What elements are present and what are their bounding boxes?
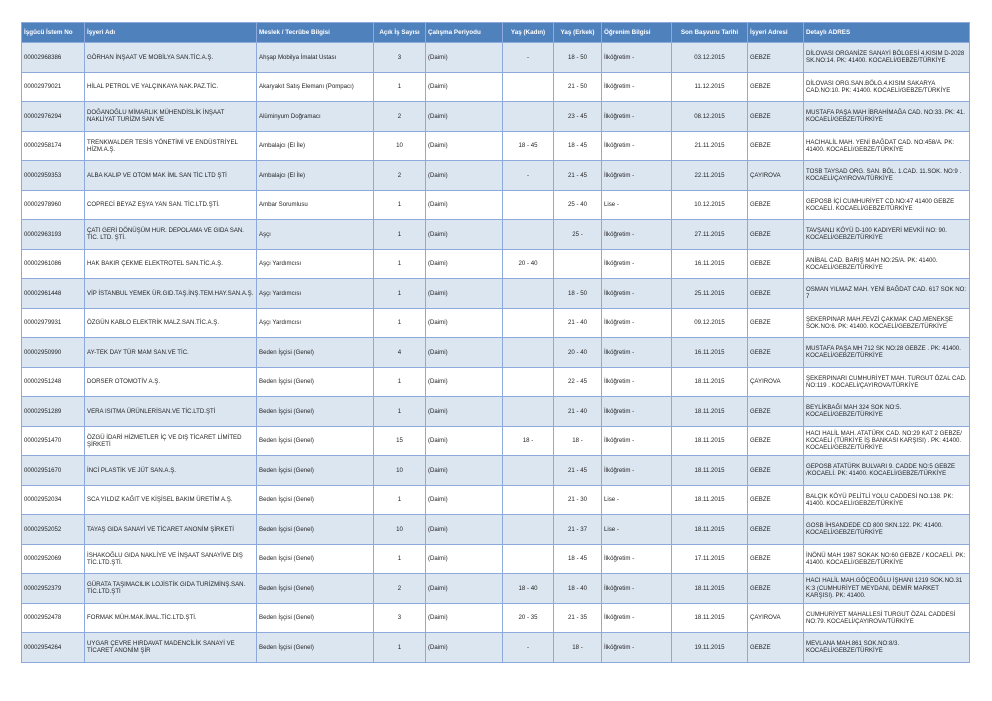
workplace-city-cell: GEBZE (748, 308, 804, 338)
firm-name-cell: HİLAL PETROL VE YALÇINKAYA NAK.PAZ.TİC. (85, 72, 257, 102)
work-period-cell: (Daimi) (426, 308, 503, 338)
deadline-cell: 18.11.2015 (672, 574, 748, 604)
age-male-cell: 18 - (554, 426, 602, 456)
open-positions-cell: 1 (374, 72, 426, 102)
col-header-workplace-city[interactable]: İşyeri Adresi (748, 23, 804, 43)
detailed-address-cell: HACIHALİL MAH. YENİ BAĞDAT CAD. NO:458/A. PK: 41400. KOCAELİ/GEBZE/TÜRKİYE (804, 131, 970, 161)
open-positions-cell: 1 (374, 367, 426, 397)
age-female-cell (503, 72, 554, 102)
request-no-cell: 00002958174 (22, 131, 85, 161)
work-period-cell: (Daimi) (426, 397, 503, 427)
work-period-cell: (Daimi) (426, 249, 503, 279)
table-row[interactable] (22, 131, 970, 161)
header-row (22, 23, 970, 43)
open-positions-cell: 2 (374, 161, 426, 191)
firm-name-cell: İSHAKOĞLU GIDA NAKLİYE VE İNŞAAT SANAYİVE DIŞ TİC.LTD.ŞTİ. (85, 544, 257, 574)
workplace-city-cell: GEBZE (748, 249, 804, 279)
open-positions-cell: 10 (374, 131, 426, 161)
firm-name-cell: TAYAŞ GIDA SANAYİ VE TİCARET ANONİM ŞİRKETİ (85, 515, 257, 545)
deadline-cell: 18.11.2015 (672, 426, 748, 456)
open-positions-cell: 1 (374, 308, 426, 338)
table-row[interactable] (22, 338, 970, 368)
age-male-cell: 18 - (554, 633, 602, 663)
occupation-cell: Beden İşçisi (Genel) (257, 426, 374, 456)
age-female-cell: 20 - 35 (503, 603, 554, 633)
workplace-city-cell: GEBZE (748, 426, 804, 456)
work-period-cell: (Daimi) (426, 72, 503, 102)
workplace-city-cell: ÇAYIROVA (748, 603, 804, 633)
firm-name-cell: GÖRHAN İNŞAAT VE MOBİLYA SAN.TİC.A.Ş. (85, 43, 257, 73)
request-no-cell: 00002979931 (22, 308, 85, 338)
work-period-cell: (Daimi) (426, 456, 503, 486)
request-no-cell: 00002952034 (22, 485, 85, 515)
deadline-cell: 25.11.2015 (672, 279, 748, 309)
work-period-cell: (Daimi) (426, 190, 503, 220)
work-period-cell: (Daimi) (426, 515, 503, 545)
table-row[interactable] (22, 485, 970, 515)
age-female-cell (503, 338, 554, 368)
age-female-cell (503, 397, 554, 427)
education-cell: İlköğretim - (602, 72, 672, 102)
education-cell: İlköğretim - (602, 633, 672, 663)
age-male-cell: 22 - 45 (554, 367, 602, 397)
table-row[interactable] (22, 308, 970, 338)
request-no-cell: 00002954264 (22, 633, 85, 663)
detailed-address-cell: MUSTAFA PAŞA MH 712 SK NO:28 GEBZE . PK: 41400. KOCAELİ/GEBZE/TÜRKİYE (804, 338, 970, 368)
education-cell: İlköğretim - (602, 249, 672, 279)
occupation-cell: Ahşap Mobilya İmalat Ustası (257, 43, 374, 73)
deadline-cell: 21.11.2015 (672, 131, 748, 161)
table-row[interactable] (22, 190, 970, 220)
work-period-cell: (Daimi) (426, 279, 503, 309)
age-female-cell (503, 367, 554, 397)
request-no-cell: 00002968386 (22, 43, 85, 73)
occupation-cell: Aşçı (257, 220, 374, 250)
age-male-cell: 18 - 45 (554, 131, 602, 161)
job-listings-table (21, 22, 970, 663)
work-period-cell: (Daimi) (426, 426, 503, 456)
deadline-cell: 18.11.2015 (672, 515, 748, 545)
table-row[interactable] (22, 367, 970, 397)
request-no-cell: 00002979021 (22, 72, 85, 102)
age-female-cell (503, 308, 554, 338)
table-row[interactable] (22, 603, 970, 633)
occupation-cell: Beden İşçisi (Genel) (257, 485, 374, 515)
age-male-cell: 21 - 50 (554, 72, 602, 102)
deadline-cell: 10.12.2015 (672, 190, 748, 220)
workplace-city-cell: GEBZE (748, 633, 804, 663)
request-no-cell: 00002951670 (22, 456, 85, 486)
deadline-cell: 16.11.2015 (672, 338, 748, 368)
education-cell: Lise - (602, 485, 672, 515)
open-positions-cell: 1 (374, 485, 426, 515)
deadline-cell: 09.12.2015 (672, 308, 748, 338)
occupation-cell: Aşçı Yardımcısı (257, 279, 374, 309)
detailed-address-cell: HACI HALİL MAH. ATATÜRK CAD. NO:29 KAT 2 GEBZE/ KOCAELİ (TÜRKİYE İŞ BANKASI KARŞISI) . PK: 41400. KOCAELİ/GEBZE/TÜRKİYE (804, 426, 970, 456)
open-positions-cell: 2 (374, 102, 426, 132)
work-period-cell: (Daimi) (426, 102, 503, 132)
age-male-cell: 25 - (554, 220, 602, 250)
col-header-age-female[interactable]: Yaş (Kadın) (503, 23, 554, 43)
workplace-city-cell: ÇAYIROVA (748, 367, 804, 397)
work-period-cell: (Daimi) (426, 574, 503, 604)
firm-name-cell: DORSER OTOMOTİV A.Ş. (85, 367, 257, 397)
education-cell: İlköğretim - (602, 426, 672, 456)
detailed-address-cell: TAVŞANLI KÖYÜ D-100 KADIYERİ MEVKİİ NO: 90. KOCAELİ/GEBZE/TÜRKİYE (804, 220, 970, 250)
work-period-cell: (Daimi) (426, 633, 503, 663)
workplace-city-cell: GEBZE (748, 190, 804, 220)
education-cell: İlköğretim - (602, 397, 672, 427)
detailed-address-cell: GOSB İHSANDEDE CD 800 SKN.122. PK: 41400. KOCAELİ/GEBZE/TÜRKİYE (804, 515, 970, 545)
request-no-cell: 00002963193 (22, 220, 85, 250)
occupation-cell: Aşçı Yardımcısı (257, 249, 374, 279)
table-row[interactable] (22, 397, 970, 427)
occupation-cell: Beden İşçisi (Genel) (257, 633, 374, 663)
request-no-cell: 00002978960 (22, 190, 85, 220)
col-header-work-period[interactable]: Çalışma Periyodu (426, 23, 503, 43)
deadline-cell: 18.11.2015 (672, 456, 748, 486)
deadline-cell: 03.12.2015 (672, 43, 748, 73)
education-cell: İlköğretim - (602, 279, 672, 309)
age-female-cell (503, 102, 554, 132)
work-period-cell: (Daimi) (426, 220, 503, 250)
col-header-open-positions[interactable]: Açık İş Sayısı (374, 23, 426, 43)
request-no-cell: 00002961448 (22, 279, 85, 309)
workplace-city-cell: GEBZE (748, 43, 804, 73)
table-row[interactable] (22, 220, 970, 250)
workplace-city-cell: GEBZE (748, 131, 804, 161)
occupation-cell: Akaryakıt Satış Elemanı (Pompacı) (257, 72, 374, 102)
work-period-cell: (Daimi) (426, 603, 503, 633)
age-male-cell: 23 - 45 (554, 102, 602, 132)
education-cell: Lise - (602, 515, 672, 545)
age-female-cell (503, 544, 554, 574)
workplace-city-cell: GEBZE (748, 338, 804, 368)
request-no-cell: 00002961086 (22, 249, 85, 279)
age-male-cell (554, 249, 602, 279)
workplace-city-cell: GEBZE (748, 220, 804, 250)
occupation-cell: Beden İşçisi (Genel) (257, 456, 374, 486)
request-no-cell: 00002952069 (22, 544, 85, 574)
occupation-cell: Ambalajcı (El İle) (257, 161, 374, 191)
detailed-address-cell: İNÖNÜ MAH 1987 SOKAK NO:60 GEBZE / KOCAELİ. PK: 41400. KOCAELİ/GEBZE/TÜRKİYE (804, 544, 970, 574)
table-row[interactable] (22, 456, 970, 486)
age-female-cell (503, 456, 554, 486)
age-male-cell: 18 - 40 (554, 574, 602, 604)
workplace-city-cell: GEBZE (748, 515, 804, 545)
request-no-cell: 00002950990 (22, 338, 85, 368)
table-row[interactable] (22, 544, 970, 574)
open-positions-cell: 15 (374, 426, 426, 456)
firm-name-cell: UYGAR ÇEVRE HIRDAVAT MADENCİLİK SANAYİ VE TİCARET ANONİM ŞİR (85, 633, 257, 663)
age-male-cell: 18 - 50 (554, 279, 602, 309)
detailed-address-cell: GEPOSB İÇİ CUMHURİYET CD.NO:47 41400 GEBZE KOCAELİ. KOCAELİ/GEBZE/TÜRKİYE (804, 190, 970, 220)
age-male-cell: 21 - 40 (554, 397, 602, 427)
education-cell: İlköğretim - (602, 456, 672, 486)
age-female-cell (503, 279, 554, 309)
open-positions-cell: 1 (374, 633, 426, 663)
detailed-address-cell: DİLOVASI ORG.SAN.BÖLG.4.KISIM SAKARYA CAD.NO:10. PK: 41400. KOCAELİ/GEBZE/TÜRKİYE (804, 72, 970, 102)
col-header-detailed-address[interactable]: Detaylı ADRES (804, 23, 970, 43)
table-row[interactable] (22, 72, 970, 102)
work-period-cell: (Daimi) (426, 367, 503, 397)
table-row[interactable] (22, 633, 970, 663)
age-female-cell: 18 - 45 (503, 131, 554, 161)
education-cell: İlköğretim - (602, 574, 672, 604)
work-period-cell: (Daimi) (426, 338, 503, 368)
deadline-cell: 18.11.2015 (672, 367, 748, 397)
occupation-cell: Beden İşçisi (Genel) (257, 515, 374, 545)
table-row[interactable] (22, 574, 970, 604)
age-female-cell: - (503, 633, 554, 663)
detailed-address-cell: GEPOSB ATATÜRK BULVARI 9. CADDE NO:5 GEBZE /KOCAELİ. PK: 41400. KOCAELİ/GEBZE/TÜRKİYE (804, 456, 970, 486)
open-positions-cell: 1 (374, 279, 426, 309)
deadline-cell: 22.11.2015 (672, 161, 748, 191)
deadline-cell: 18.11.2015 (672, 603, 748, 633)
education-cell: Lise - (602, 190, 672, 220)
education-cell: İlköğretim - (602, 161, 672, 191)
open-positions-cell: 10 (374, 456, 426, 486)
occupation-cell: Ambar Sorumlusu (257, 190, 374, 220)
workplace-city-cell: GEBZE (748, 485, 804, 515)
table-row[interactable] (22, 161, 970, 191)
occupation-cell: Beden İşçisi (Genel) (257, 367, 374, 397)
open-positions-cell: 1 (374, 190, 426, 220)
age-female-cell: - (503, 43, 554, 73)
deadline-cell: 27.11.2015 (672, 220, 748, 250)
occupation-cell: Beden İşçisi (Genel) (257, 574, 374, 604)
age-female-cell: 18 - (503, 426, 554, 456)
table-row[interactable] (22, 102, 970, 132)
table-row[interactable] (22, 426, 970, 456)
age-male-cell: 20 - 40 (554, 338, 602, 368)
age-male-cell: 21 - 30 (554, 485, 602, 515)
table-row[interactable] (22, 43, 970, 73)
detailed-address-cell: ŞEKERPINAR MAH.FEVZİ ÇAKMAK CAD.MENEKŞE SOK.NO:6. PK: 41400. KOCAELİ/GEBZE/TÜRKİYE (804, 308, 970, 338)
occupation-cell: Aşçı Yardımcısı (257, 308, 374, 338)
occupation-cell: Beden İşçisi (Genel) (257, 603, 374, 633)
open-positions-cell: 1 (374, 249, 426, 279)
firm-name-cell: ALBA KALIP VE OTOM MAK İML SAN TİC LTD ŞTİ (85, 161, 257, 191)
age-female-cell (503, 190, 554, 220)
request-no-cell: 00002952052 (22, 515, 85, 545)
col-header-age-male[interactable]: Yaş (Erkek) (554, 23, 602, 43)
col-header-education[interactable]: Öğrenim Bilgisi (602, 23, 672, 43)
deadline-cell: 11.12.2015 (672, 72, 748, 102)
request-no-cell: 00002976294 (22, 102, 85, 132)
detailed-address-cell: TOSB TAYSAD ORG. SAN. BÖL. 1.CAD. 11.SOK. NO:9 . KOCAELİ/ÇAYIROVA/TÜRKİYE (804, 161, 970, 191)
deadline-cell: 19.11.2015 (672, 633, 748, 663)
education-cell: İlköğretim - (602, 43, 672, 73)
age-female-cell: 18 - 40 (503, 574, 554, 604)
deadline-cell: 17.11.2015 (672, 544, 748, 574)
workplace-city-cell: GEBZE (748, 279, 804, 309)
request-no-cell: 00002959353 (22, 161, 85, 191)
occupation-cell: Beden İşçisi (Genel) (257, 338, 374, 368)
detailed-address-cell: MEVLANA MAH.861 SOK.NO:8/3. KOCAELİ/GEBZE/TÜRKİYE (804, 633, 970, 663)
deadline-cell: 18.11.2015 (672, 485, 748, 515)
education-cell: İlköğretim - (602, 603, 672, 633)
occupation-cell: Beden İşçisi (Genel) (257, 397, 374, 427)
work-period-cell: (Daimi) (426, 43, 503, 73)
education-cell: İlköğretim - (602, 220, 672, 250)
col-header-request-no[interactable]: İşgücü İstem No (22, 23, 85, 43)
table-row[interactable] (22, 249, 970, 279)
workplace-city-cell: GEBZE (748, 574, 804, 604)
firm-name-cell: HAK BAKIR ÇEKME ELEKTROTEL SAN.TİC.A.Ş. (85, 249, 257, 279)
firm-name-cell: İNCİ PLASTİK VE JÜT SAN.A.Ş. (85, 456, 257, 486)
col-header-deadline[interactable]: Son Başvuru Tarihi (672, 23, 748, 43)
age-male-cell: 21 - 40 (554, 308, 602, 338)
age-male-cell: 21 - 45 (554, 456, 602, 486)
detailed-address-cell: ŞEKERPINARI CUMHURİYET MAH. TURGUT ÖZAL CAD. NO:119 . KOCAELİ/ÇAYIROVA/TÜRKİYE (804, 367, 970, 397)
firm-name-cell: ÖZGÜN KABLO ELEKTRİK MALZ.SAN.TİC.A.Ş. (85, 308, 257, 338)
open-positions-cell: 4 (374, 338, 426, 368)
firm-name-cell: ÇATI GERİ DÖNÜŞÜM HUR. DEPOLAMA VE GIDA SAN. TİC. LTD. ŞTİ. (85, 220, 257, 250)
firm-name-cell: VİP İSTANBUL YEMEK ÜR.GID.TAŞ.İNŞ.TEM.HAY.SAN.A.Ş. (85, 279, 257, 309)
firm-name-cell: COPRECİ BEYAZ EŞYA YAN SAN. TİC.LTD.ŞTİ. (85, 190, 257, 220)
detailed-address-cell: DİLOVASI ORGANİZE SANAYİ BÖLGESİ 4.KISIM D-2028 SK.NO:14. PK: 41400. KOCAELİ/GEBZE/TÜRKİYE (804, 43, 970, 73)
detailed-address-cell: BEYLİKBAĞI MAH 324 SOK NO:5. KOCAELİ/GEBZE/TÜRKİYE (804, 397, 970, 427)
detailed-address-cell: BALÇIK KÖYÜ PELİTLİ YOLU CADDESİ NO.138. PK: 41400. KOCAELİ/GEBZE/TÜRKİYE (804, 485, 970, 515)
deadline-cell: 18.11.2015 (672, 397, 748, 427)
firm-name-cell: DOĞANOĞLU MİMARLIK MÜHENDİSLİK İNŞAAT NAKLİYAT TURİZM SAN VE (85, 102, 257, 132)
open-positions-cell: 3 (374, 43, 426, 73)
open-positions-cell: 1 (374, 397, 426, 427)
age-female-cell: 20 - 40 (503, 249, 554, 279)
firm-name-cell: SCA YILDIZ KAĞIT VE KİŞİSEL BAKIM ÜRETİM A.Ş. (85, 485, 257, 515)
age-male-cell: 21 - 37 (554, 515, 602, 545)
education-cell: İlköğretim - (602, 338, 672, 368)
age-female-cell: - (503, 161, 554, 191)
detailed-address-cell: ANİBAL CAD. BARIŞ MAH NO:25/A. PK: 41400. KOCAELİ/GEBZE/TÜRKİYE (804, 249, 970, 279)
workplace-city-cell: GEBZE (748, 397, 804, 427)
col-header-firm-name[interactable]: İşyeri Adı (85, 23, 257, 43)
workplace-city-cell: GEBZE (748, 544, 804, 574)
deadline-cell: 16.11.2015 (672, 249, 748, 279)
open-positions-cell: 3 (374, 603, 426, 633)
request-no-cell: 00002951470 (22, 426, 85, 456)
col-header-occupation[interactable]: Meslek / Tecrübe Bilgisi (257, 23, 374, 43)
age-male-cell: 21 - 35 (554, 603, 602, 633)
age-female-cell (503, 220, 554, 250)
education-cell: İlköğretim - (602, 308, 672, 338)
firm-name-cell: TRENKWALDER TESİS YÖNETİMİ VE ENDÜSTRİYEL HİZM.A.Ş. (85, 131, 257, 161)
table-row[interactable] (22, 279, 970, 309)
occupation-cell: Alüminyum Doğramacı (257, 102, 374, 132)
age-female-cell (503, 515, 554, 545)
firm-name-cell: ÖZGÜ İDARİ HİZMETLER İÇ VE DIŞ TİCARET LİMİTED ŞİRKETİ (85, 426, 257, 456)
work-period-cell: (Daimi) (426, 544, 503, 574)
workplace-city-cell: GEBZE (748, 456, 804, 486)
request-no-cell: 00002951248 (22, 367, 85, 397)
occupation-cell: Beden İşçisi (Genel) (257, 544, 374, 574)
workplace-city-cell: GEBZE (748, 102, 804, 132)
firm-name-cell: GÜRATA TAŞIMACILIK LOJİSTİK GIDA TURİZMİNŞ.SAN. TİC.LTD.ŞTİ (85, 574, 257, 604)
table-body (22, 43, 970, 663)
deadline-cell: 08.12.2015 (672, 102, 748, 132)
education-cell: İlköğretim - (602, 102, 672, 132)
open-positions-cell: 2 (374, 574, 426, 604)
age-male-cell: 21 - 45 (554, 161, 602, 191)
request-no-cell: 00002951289 (22, 397, 85, 427)
age-male-cell: 18 - 45 (554, 544, 602, 574)
open-positions-cell: 1 (374, 544, 426, 574)
occupation-cell: Ambalajcı (El İle) (257, 131, 374, 161)
firm-name-cell: VERA ISITMA ÜRÜNLERİSAN.VE TİC.LTD.ŞTİ (85, 397, 257, 427)
detailed-address-cell: CUMHURİYET MAHALLESİ TURGUT ÖZAL CADDESİ NO:79. KOCAELİ/ÇAYIROVA/TÜRKİYE (804, 603, 970, 633)
table-row[interactable] (22, 515, 970, 545)
work-period-cell: (Daimi) (426, 131, 503, 161)
request-no-cell: 00002952379 (22, 574, 85, 604)
detailed-address-cell: MUSTAFA PAŞA MAH İBRAHİMAĞA CAD. NO:33. PK: 41. KOCAELİ/GEBZE/TÜRKİYE (804, 102, 970, 132)
age-male-cell: 25 - 40 (554, 190, 602, 220)
education-cell: İlköğretim - (602, 131, 672, 161)
detailed-address-cell: OSMAN YILMAZ MAH. YENİ BAĞDAT CAD. 617 SOK NO: 7 (804, 279, 970, 309)
age-male-cell: 18 - 50 (554, 43, 602, 73)
detailed-address-cell: HACI HALİL MAH.GÖÇEOĞLU İŞHANI 1219 SOK.NO.31 K:3 (CUMHURİYET MEYDANI, DEMİR MARKET KARŞISI). PK: 41400. (804, 574, 970, 604)
work-period-cell: (Daimi) (426, 485, 503, 515)
firm-name-cell: AY-TEK DAY TÜR MAM SAN.VE TİC. (85, 338, 257, 368)
open-positions-cell: 10 (374, 515, 426, 545)
request-no-cell: 00002952478 (22, 603, 85, 633)
education-cell: İlköğretim - (602, 544, 672, 574)
open-positions-cell: 1 (374, 220, 426, 250)
work-period-cell: (Daimi) (426, 161, 503, 191)
workplace-city-cell: GEBZE (748, 72, 804, 102)
workplace-city-cell: ÇAYIROVA (748, 161, 804, 191)
age-female-cell (503, 485, 554, 515)
firm-name-cell: FORMAK MÜH.MAK.İMAL.TİC.LTD.ŞTİ. (85, 603, 257, 633)
education-cell: İlköğretim - (602, 367, 672, 397)
